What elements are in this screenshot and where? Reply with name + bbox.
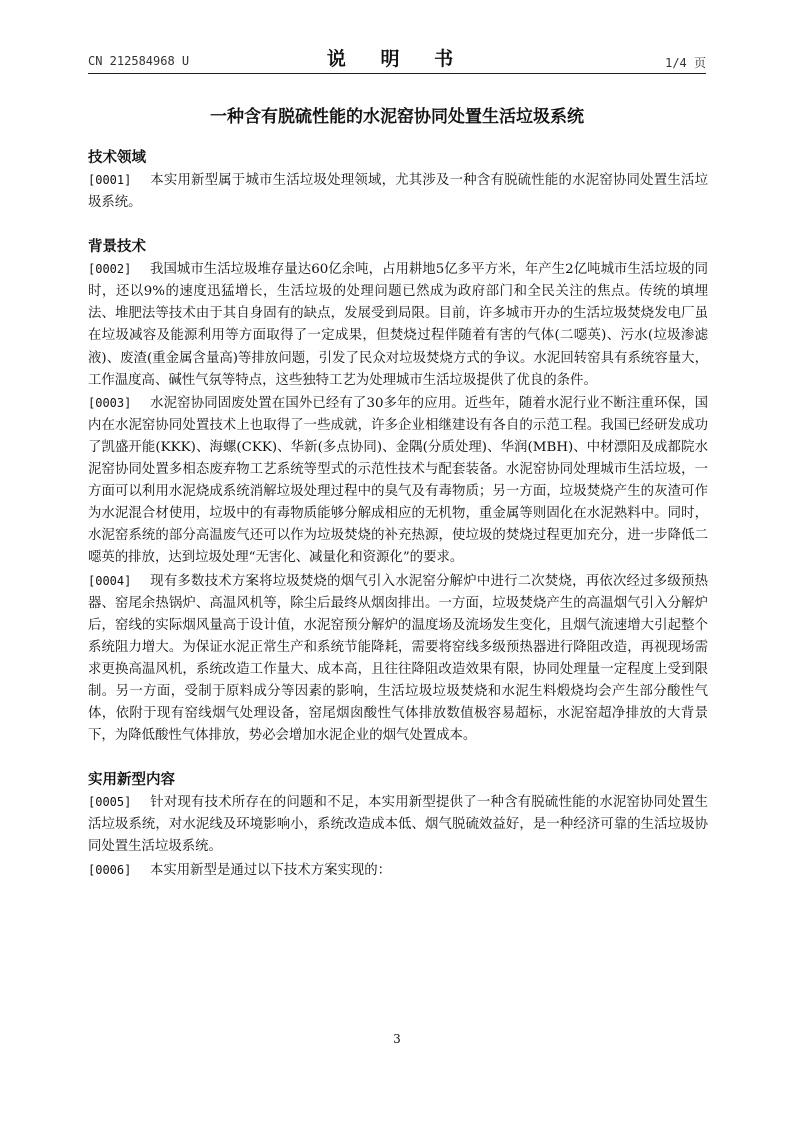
header-divider bbox=[88, 73, 706, 74]
paragraph-text: 现有多数技术方案将垃圾焚烧的烟气引入水泥窑分解炉中进行二次焚烧，再依次经过多级预热器、窑尾余热锅炉、高温风机等，除尘后最终从烟囱排出。一方面，垃圾焚烧产生的高温烟气引入分解炉后，窑线的实际烟风量高于设计值，水泥窑预分解炉的温度场及流场发生变化，且烟气流速增大引起整个系统阻力增大。为保证水泥正常生产和系统节能降耗，需要将窑线多级预热器进行降阻改造，再视现场需求更换高温风机，系统改造工作量大、成本高，且往往降阻改造效果有限，协同处理量一定程度上受到限制。另一方面，受制于原料成分等因素的影响，生活垃圾垃圾焚烧和水泥生料煅烧均会产生部分酸性气体，依附于现有窑线烟气处理设备，窑尾烟囱酸性气体排放数值极容易超标，水泥窑超净排放的大背景下，为降低酸性气体排放，势必会增加水泥企业的烟气处置成本。 bbox=[88, 573, 708, 744]
paragraph-0004 bbox=[88, 570, 708, 748]
paragraph-number: [0002] bbox=[88, 262, 132, 277]
paragraph-number: [0004] bbox=[88, 573, 132, 588]
section-heading-background: 背景技术 bbox=[88, 239, 146, 256]
paragraph-number: [0006] bbox=[88, 862, 132, 877]
document-type: 说 明 书 bbox=[326, 48, 468, 70]
paragraph-0001 bbox=[88, 169, 708, 214]
document-body bbox=[88, 147, 708, 882]
paragraph-number: [0003] bbox=[88, 395, 132, 410]
paragraph-number: [0005] bbox=[88, 795, 132, 810]
section-heading-content: 实用新型内容 bbox=[88, 772, 175, 789]
paragraph-number: [0001] bbox=[88, 173, 132, 187]
paragraph-text: 我国城市生活垃圾堆存量达60亿余吨，占用耕地5亿多平方米，年产生2亿吨城市生活垃圾的同时，还以9%的速度迅猛增长，生活垃圾的处理问题已然成为政府部门和全民关注的焦点。传统的填埋法、堆肥法等技术由于其自身固有的缺点，发展受到局限。目前，许多城市开办的生活垃圾焚烧发电厂虽在垃圾减容及能源利用等方面取得了一定成果，但焚烧过程伴随着有害的气体(二噁英)、污水(垃圾渗滤液)、废渣(重金属含量高)等排放问题，引发了民众对垃圾焚烧方式的争议。水泥回转窑具有系统容量大，工作温度高、碱性气氛等特点，这些独特工艺为处理城市生活垃圾提供了优良的条件。 bbox=[88, 262, 708, 388]
paragraph-text: 水泥窑协同固废处置在国外已经有了30多年的应用。近些年，随着水泥行业不断注重环保，国内在水泥窑协同处置技术上也取得了一些成就，许多企业相继建设有各自的示范工程。我国已经研发成功了凯盛开能(KKK)、海螺(CKK)、华新(多点协同)、金隅(分质处理)、华润(MBH)、中材漂阳及成都院水泥窑协同处置多相态废弃物工艺系统等型式的示范性技术与配套装备。水泥窑协同处理城市生活垃圾，一方面可以利用水泥烧成系统消解垃圾处理过程中的臭气及有毒物质；另一方面，垃圾焚烧产生的灰渣可作为水泥混合材使用，垃圾中的有毒物质能够分解成相应的无机物，重金属等则固化在水泥熟料中。同时，水泥窑系统的部分高温废气还可以作为垃圾焚烧的补充热源，使垃圾的焚烧过程更加充分，进一步降低二噁英的排放，达到垃圾处理“无害化、减量化和资源化”的要求。 bbox=[88, 395, 708, 566]
section-heading-field: 技术领域 bbox=[88, 150, 146, 166]
paragraph-0003 bbox=[88, 392, 708, 570]
paragraph-text: 本实用新型是通过以下技术方案实现的： bbox=[150, 862, 392, 878]
paragraph-text: 针对现有技术所存在的问题和不足，本实用新型提供了一种含有脱硫性能的水泥窑协同处置生活垃圾系统，对水泥线及环境影响小，系统改造成本低、烟气脱硫效益好，是一种经济可靠的生活垃圾协同处置生活垃圾系统。 bbox=[88, 795, 708, 855]
paragraph-0002 bbox=[88, 258, 708, 392]
document-title: 一种含有脱硫性能的水泥窑协同处置生活垃圾系统 bbox=[210, 107, 584, 127]
patent-number: CN 212584968 U bbox=[88, 54, 190, 68]
paragraph-0006 bbox=[88, 859, 708, 882]
page-header bbox=[88, 44, 706, 74]
page-number: 3 bbox=[393, 1032, 401, 1046]
paragraph-text: 本实用新型属于城市生活垃圾处理领域，尤其涉及一种含有脱硫性能的水泥窑协同处置生活垃圾系统。 bbox=[88, 173, 708, 211]
paragraph-0005 bbox=[88, 791, 708, 858]
page-info: 1/4 页 bbox=[665, 56, 706, 70]
